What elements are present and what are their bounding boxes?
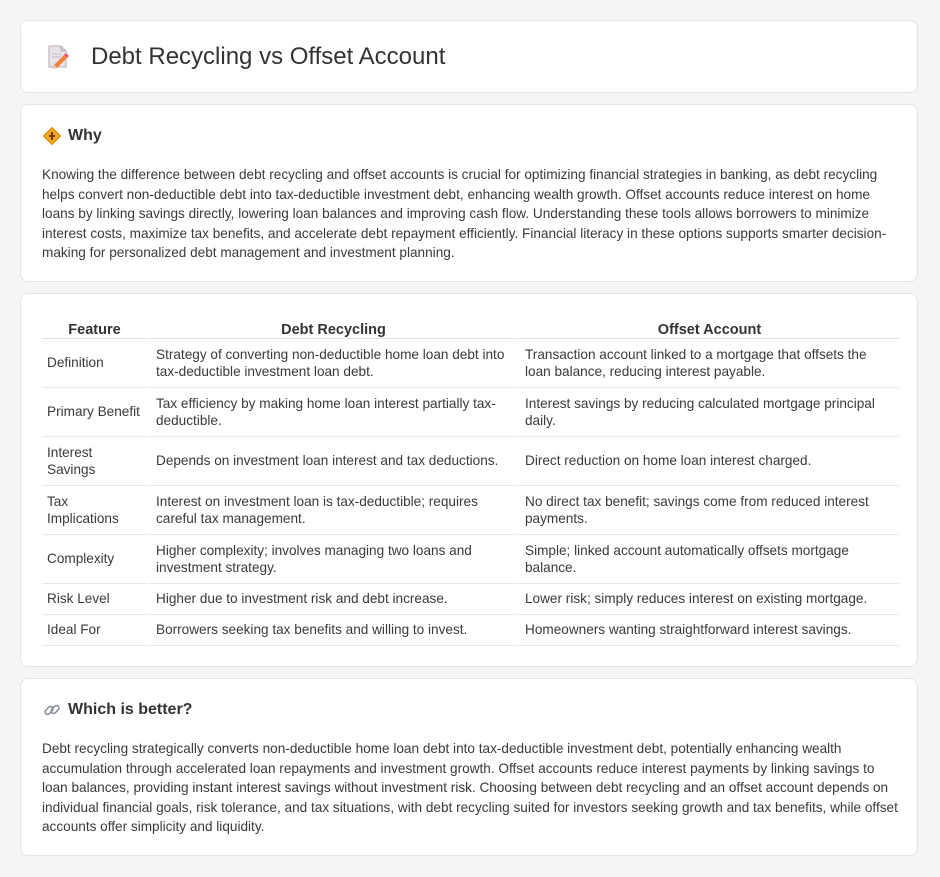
why-section [20, 104, 918, 282]
debt-recycling-cell: Borrowers seeking tax benefits and willing to invest. [147, 615, 516, 646]
feature-cell: Complexity [42, 535, 147, 584]
debt-recycling-cell: Tax efficiency by making home loan interest partially tax-deductible. [147, 388, 516, 437]
comparison-table-card [20, 293, 918, 667]
page-title: Debt Recycling vs Offset Account [91, 42, 446, 70]
debt-recycling-cell: Depends on investment loan interest and tax deductions. [147, 437, 516, 486]
offset-account-cell: Simple; linked account automatically offsets mortgage balance. [516, 535, 899, 584]
column-header: Debt Recycling [147, 314, 516, 339]
debt-recycling-cell: Interest on investment loan is tax-deductible; requires careful tax management. [147, 486, 516, 535]
document-pencil-icon [47, 45, 69, 69]
which-is-better-title: Which is better? [68, 701, 193, 718]
feature-cell: Primary Benefit [42, 388, 147, 437]
column-header: Feature [42, 314, 147, 339]
feature-cell: Risk Level [42, 584, 147, 615]
feature-cell: Interest Savings [42, 437, 147, 486]
column-header: Offset Account [516, 314, 899, 339]
diamond-sign-icon [43, 127, 61, 145]
offset-account-cell: Homeowners wanting straightforward interest savings. [516, 615, 899, 646]
why-body: Knowing the difference between debt recycling and offset accounts is crucial for optimizing financial strategies in banking, as debt recycling helps convert non-deductible debt into tax-deductible investment debt, enhancing wealth growth. Offset accounts reduce interest on home loans by linking savings directly, lowering loan balances and improving cash flow. Understanding these tools allows borrowers to minimize interest costs, maximize tax benefits, and accelerate debt repayment efficiently. Financial literacy in these options supports smarter decision-making for personalized debt management and investment planning. [42, 167, 887, 261]
table-row [42, 437, 899, 486]
which-is-better-section [20, 678, 918, 856]
table-row [42, 615, 899, 646]
offset-account-cell: Transaction account linked to a mortgage that offsets the loan balance, reducing interest payable. [516, 339, 899, 388]
header-card [20, 20, 918, 93]
table-row [42, 486, 899, 535]
which-is-better-body: Debt recycling strategically converts non-deductible home loan debt into tax-deductible investment debt, potentially enhancing wealth accumulation through accelerated loan repayments and investment growth. Offset accounts reduce interest payments by linking savings to loan balances, providing instant interest savings without investment risk. Choosing between debt recycling and an offset account depends on individual financial goals, risk tolerance, and tax situations, with debt recycling suited for investors seeking growth and tax benefits, while offset accounts offer simplicity and liquidity. [42, 741, 898, 835]
feature-cell: Definition [42, 339, 147, 388]
why-title: Why [68, 127, 102, 144]
debt-recycling-cell: Higher complexity; involves managing two loans and investment strategy. [147, 535, 516, 584]
table-row [42, 339, 899, 388]
offset-account-cell: Interest savings by reducing calculated mortgage principal daily. [516, 388, 899, 437]
table-header-row [42, 314, 899, 339]
offset-account-cell: Lower risk; simply reduces interest on existing mortgage. [516, 584, 899, 615]
offset-account-cell: Direct reduction on home loan interest charged. [516, 437, 899, 486]
table-row [42, 388, 899, 437]
table-row [42, 584, 899, 615]
table-row [42, 535, 899, 584]
offset-account-cell: No direct tax benefit; savings come from reduced interest payments. [516, 486, 899, 535]
comparison-table [42, 314, 899, 646]
debt-recycling-cell: Strategy of converting non-deductible home loan debt into tax-deductible investment loan debt. [147, 339, 516, 388]
debt-recycling-cell: Higher due to investment risk and debt increase. [147, 584, 516, 615]
link-icon [43, 701, 61, 719]
feature-cell: Ideal For [42, 615, 147, 646]
feature-cell: Tax Implications [42, 486, 147, 535]
